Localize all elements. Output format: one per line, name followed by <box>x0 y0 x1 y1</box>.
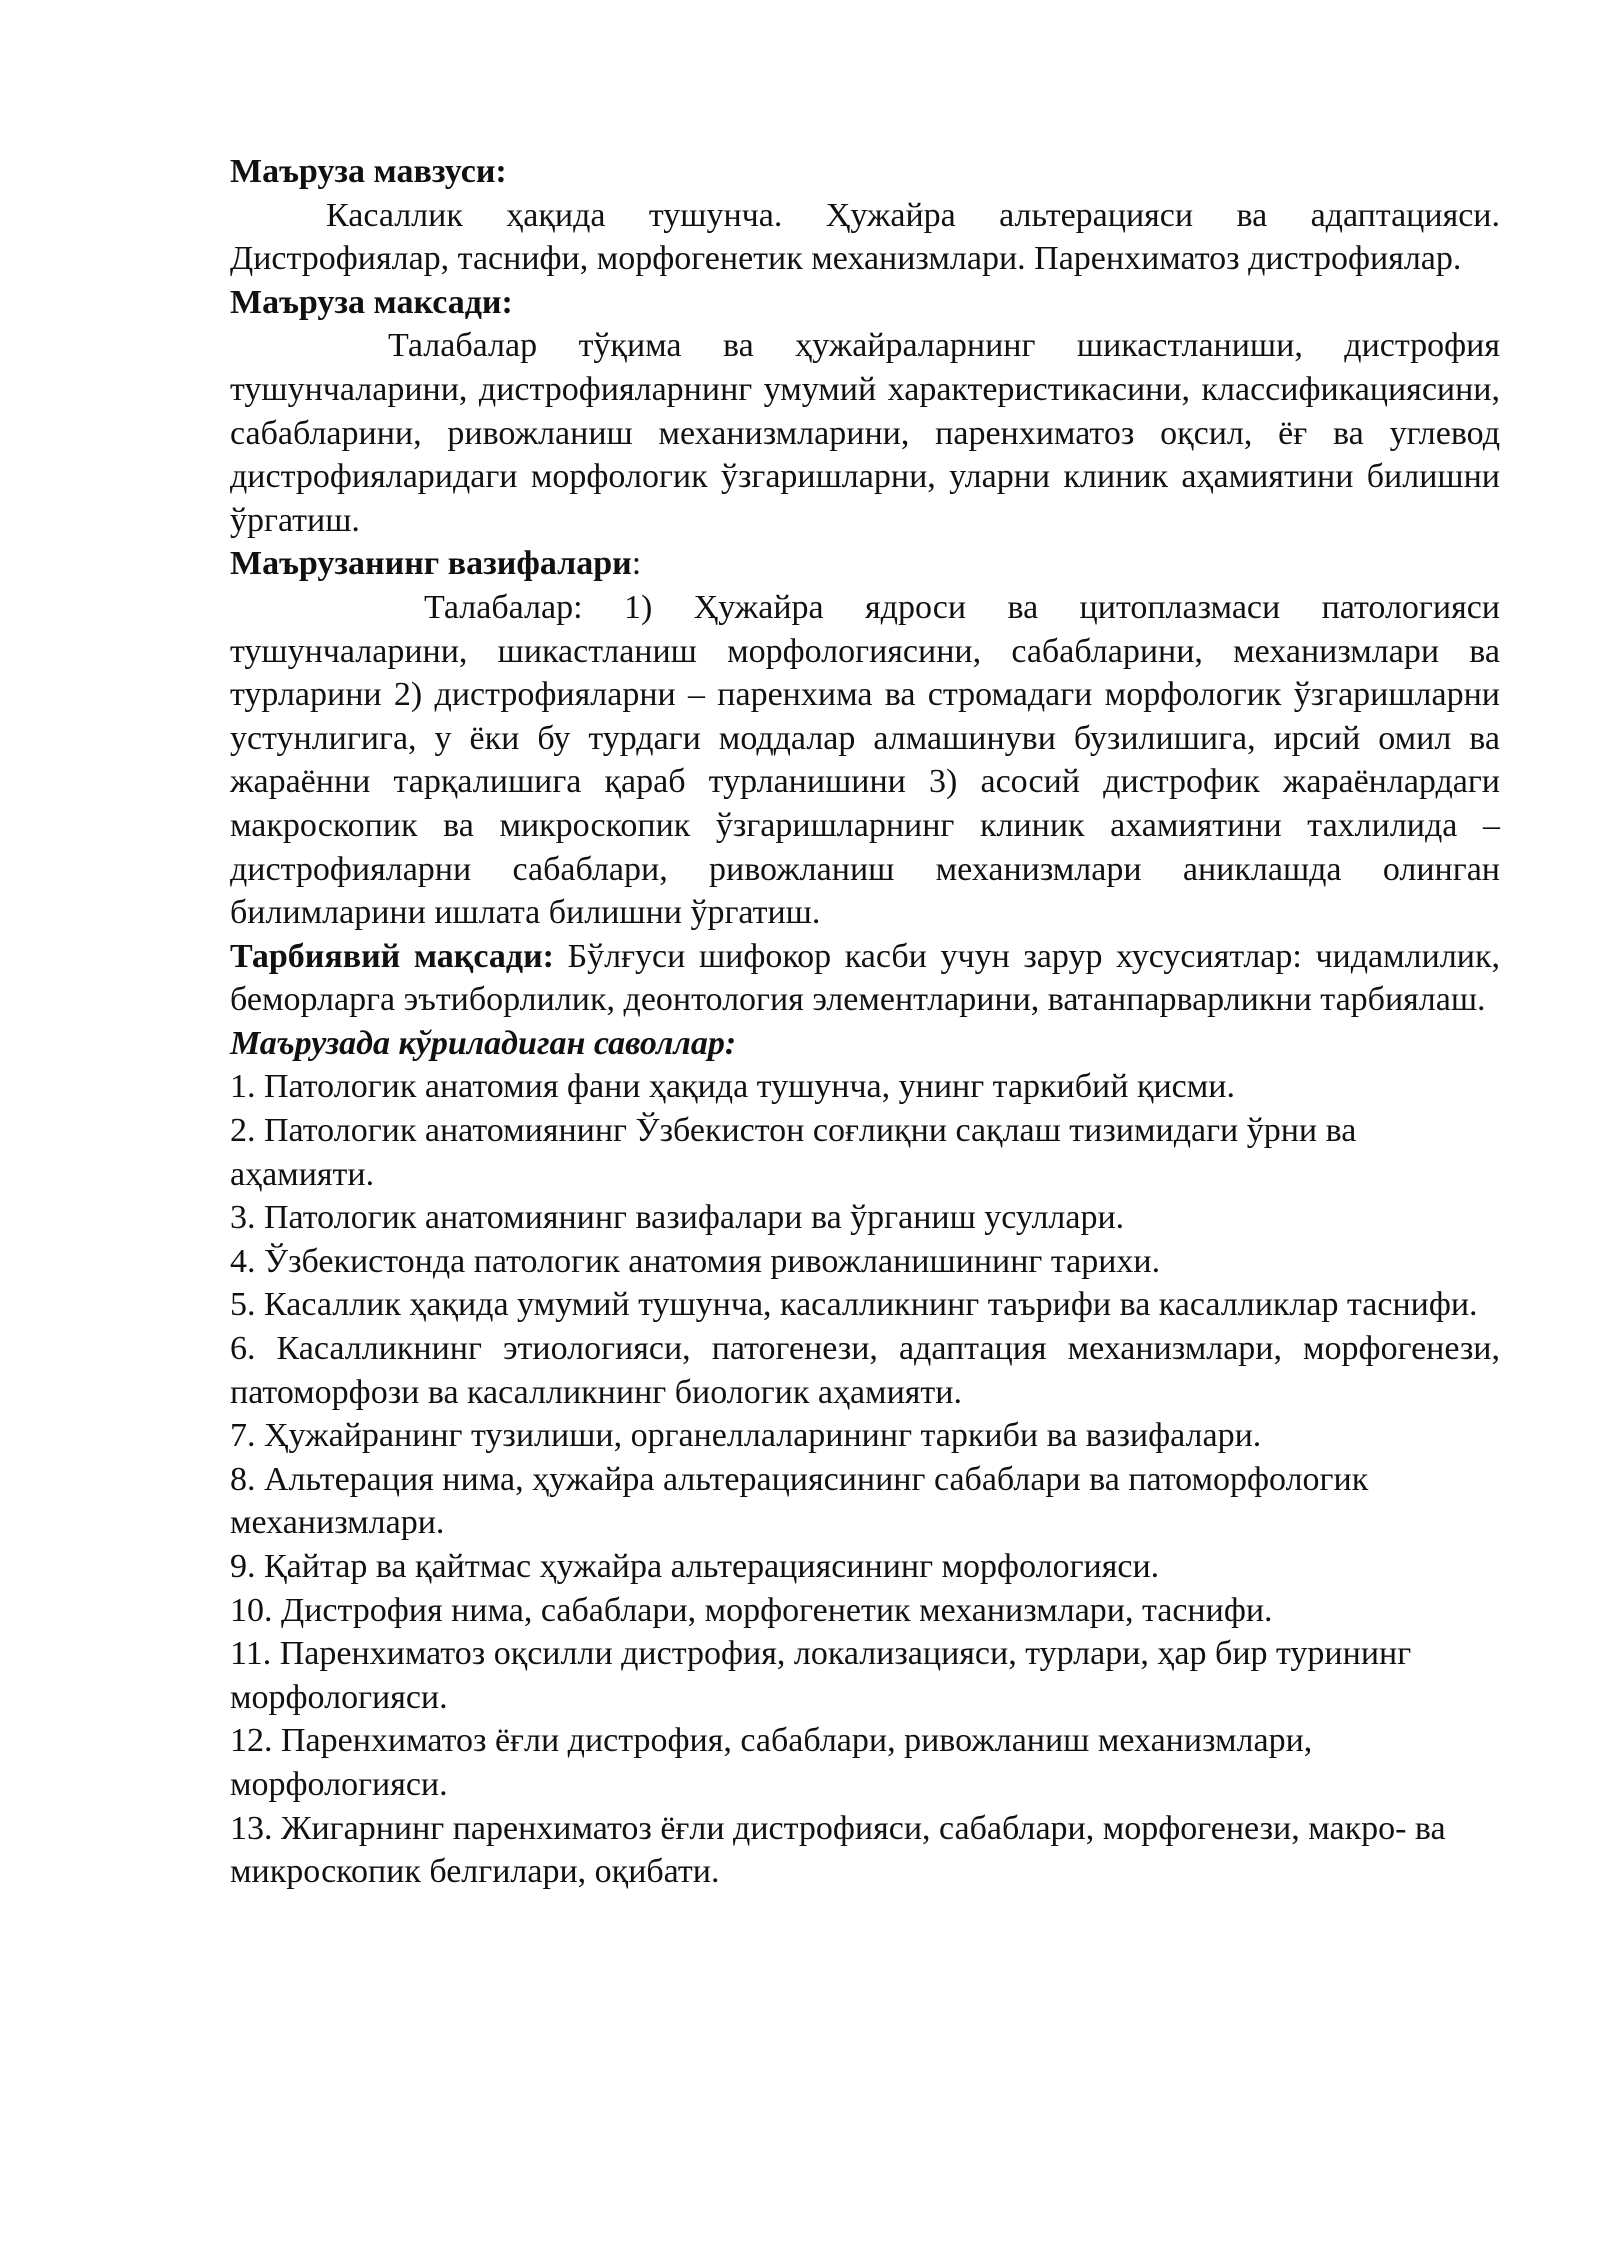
tasks-text: Талабалар: 1) Ҳужайра ядроси ва цитоплазмаси патологияси тушунчаларини, шикастланиш морфологиясини, сабабларини, механизмлари ва турларини 2) дистрофияларни – паренхима ва стромадаги морфологик ўзгаришларни устунлигига, у ёки бу турдаги моддалар алмашинуви бузилишига, ирсий омил ва жараённи тарқалишига қараб турланишини 3) асосий дистрофик жараёнлардаги макроскопик ва микроскопик ўзгаришларнинг клиник ахамиятини тахлилида – дистрофияларни сабаблари, ривожланиш механизмлари аниклашда олинган билимларини ишлата билишни ўргатиш. <box>230 588 1500 932</box>
questions-list <box>230 1065 1500 1893</box>
educational-text: Бўлғуси шифокор касби учун зарур хусусиятлар: чидамлилик, беморларга эътиборлилик, деонтология элементларини, ватанпарварликни тарбиялаш. <box>230 937 1500 1019</box>
question-item: 2. Патологик анатомиянинг Ўзбекистон соғлиқни сақлаш тизимидаги ўрни ва аҳамияти. <box>230 1112 1357 1193</box>
goal-heading: Маъруза максади: <box>230 283 513 321</box>
topic-heading: Маъруза мавзуси: <box>230 153 507 190</box>
document-page <box>230 150 1500 1894</box>
question-item: 9. Қайтар ва қайтмас ҳужайра альтерациясининг морфологияси. <box>230 1548 1160 1585</box>
educational-paragraph <box>230 935 1500 1022</box>
question-item: 11. Паренхиматоз оқсилли дистрофия, локализацияси, турлари, ҳар бир турининг морфологияси. <box>230 1635 1412 1716</box>
question-item: 7. Ҳужайранинг тузилиши, органеллаларининг таркиби ва вазифалари. <box>230 1417 1262 1455</box>
question-item: 8. Альтерация нима, ҳужайра альтерациясининг сабаблари ва патоморфологик механизмлари. <box>230 1460 1369 1542</box>
goal-text: Талабалар тўқима ва ҳужайраларнинг шикастланиши, дистрофия тушунчаларини, дистрофияларнинг умумий характеристикасини, классификациясини, сабабларини, ривожланиш механизмларини, паренхиматоз оқсил, ёғ ва углевод дистрофияларидаги морфологик ўзгаришларни, уларни клиник аҳамиятини билишни ўргатиш. <box>230 327 1500 539</box>
educational-heading: Тарбиявий мақсади: <box>230 937 555 975</box>
question-item: 6. Касалликнинг этиологияси, патогенези, адаптация механизмлари, морфогенези, патоморфози ва касалликнинг биологик аҳамияти. <box>230 1330 1500 1411</box>
tasks-heading-colon: : <box>631 545 642 583</box>
topic-text: Касаллик ҳақида тушунча. Ҳужайра альтерацияси ва адаптацияси. Дистрофиялар, таснифи, морфогенетик механизмлари. Паренхиматоз дистрофиялар. <box>230 196 1500 278</box>
tasks-heading-line <box>230 542 1500 586</box>
question-item: 1. Патологик анатомия фани ҳақида тушунча, унинг таркибий қисми. <box>230 1068 1235 1106</box>
tasks-heading: Маърузанинг вазифалари <box>230 545 632 583</box>
question-item: 4. Ўзбекистонда патологик анатомия ривожланишининг тарихи. <box>230 1242 1161 1280</box>
question-item: 5. Касаллик ҳақида умумий тушунча, касалликнинг таърифи ва касалликлар таснифи. <box>230 1286 1478 1324</box>
question-item: 12. Паренхиматоз ёғли дистрофия, сабаблари, ривожланиш механизмлари, морфологияси. <box>230 1722 1313 1803</box>
question-item: 3. Патологик анатомиянинг вазифалари ва ўрганиш усуллари. <box>230 1199 1125 1237</box>
question-item: 10. Дистрофия нима, сабаблари, морфогенетик механизмлари, таснифи. <box>230 1591 1273 1629</box>
question-item: 13. Жигарнинг паренхиматоз ёғли дистрофияси, сабаблари, морфогенези, макро- ва микроскопик белгилари, оқибати. <box>230 1809 1446 1891</box>
questions-heading: Маърузада кўриладиган саволлар: <box>230 1024 737 1062</box>
